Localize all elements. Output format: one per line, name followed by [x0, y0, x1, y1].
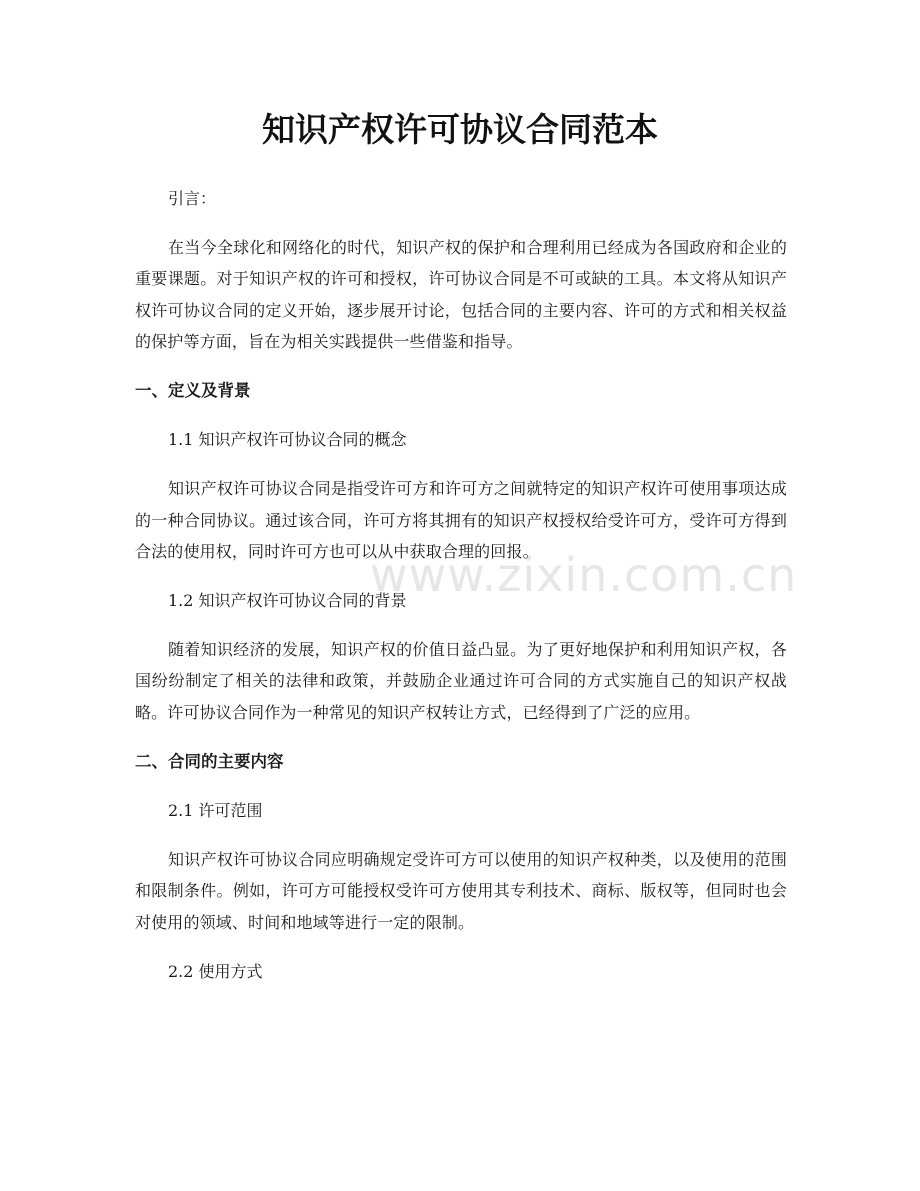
intro-label: 引言：	[168, 189, 217, 208]
section-heading-1: 一、定义及背景	[135, 381, 251, 401]
document-title: 知识产权许可协议合同范本	[262, 110, 658, 149]
document-body	[135, 183, 787, 1005]
subsection-title-2-1: 2.1 许可范围	[168, 801, 263, 821]
subsection-title-1-1: 1.1 知识产权许可协议合同的概念	[168, 430, 407, 450]
watermark: www.zixin.com.cn	[370, 548, 798, 602]
subsection-title-2-2: 2.2 使用方式	[168, 961, 263, 981]
section-heading-2: 二、合同的主要内容	[135, 751, 284, 771]
subsection-body-1-1: 知识产权许可协议合同是指受许可方和许可方之间就特定的知识产权许可使用事项达成的一种合同协议。通过该合同，许可方将其拥有的知识产权授权给受许可方，受许可方得到合法的使用权，同时许可方也可以从中获取合理的回报。	[135, 479, 787, 561]
intro-paragraph: 在当今全球化和网络化的时代，知识产权的保护和合理利用已经成为各国政府和企业的重要课题。对于知识产权的许可和授权，许可协议合同是不可或缺的工具。本文将从知识产权许可协议合同的定义开始，逐步展开讨论，包括合同的主要内容、许可的方式和相关权益的保护等方面，旨在为相关实践提供一些借鉴和指导。	[135, 238, 787, 351]
subsection-body-2-1: 知识产权许可协议合同应明确规定受许可方可以使用的知识产权种类，以及使用的范围和限制条件。例如，许可方可能授权受许可方使用其专利技术、商标、版权等，但同时也会对使用的领域、时间和地域等进行一定的限制。	[135, 850, 787, 932]
subsection-body-1-2: 随着知识经济的发展，知识产权的价值日益凸显。为了更好地保护和利用知识产权，各国纷纷制定了相关的法律和政策，并鼓励企业通过许可合同的方式实施自己的知识产权战略。许可协议合同作为一种常见的知识产权转让方式，已经得到了广泛的应用。	[135, 640, 787, 722]
subsection-title-1-2: 1.2 知识产权许可协议合同的背景	[168, 591, 407, 611]
